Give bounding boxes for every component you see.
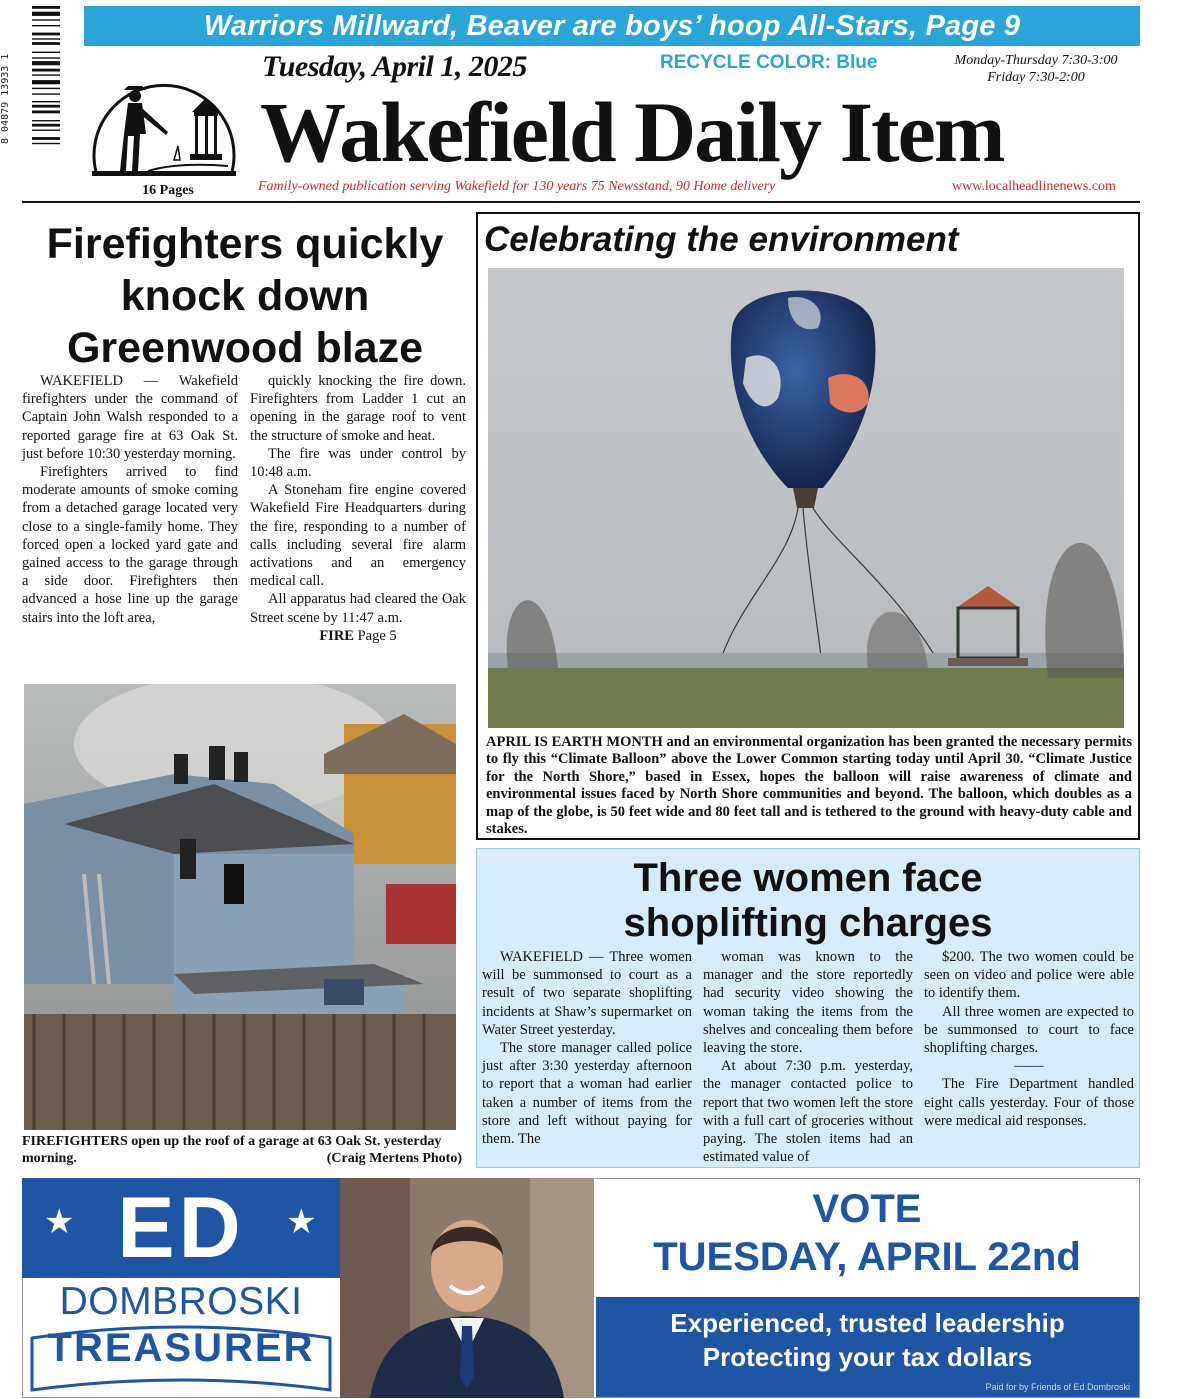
tagline: Family-owned publication serving Wakefield for 130 years 75 Newsstand, 90 Home delivery	[258, 179, 776, 194]
ad-slogan	[596, 1306, 1139, 1374]
fire-paragraph: Firefighters arrived to find moderate amounts of smoke coming from a detached garage located very close to a single-family home. They forced open a locked yard gate and gained access to the garage through a side door. Firefighters then advanced a hose line up the garage stairs into the loft area,	[22, 464, 238, 626]
ad-office: TREASURER	[47, 1326, 315, 1370]
masthead-rule	[22, 201, 1140, 203]
ad-slogan-line1: Experienced, trusted leadership	[670, 1308, 1065, 1338]
fire-paragraph: The fire was under control by 10:48 a.m.	[250, 445, 466, 481]
story-divider: ——	[1014, 1058, 1044, 1075]
shop-paragraph: $200. The two women could be seen on video and police were able to identify them.	[924, 949, 1134, 1002]
fire-paragraph: A Stoneham fire engine covered Wakefield Fire Headquarters during the fire, responding to a number of calls including several fire alarm activations and an emergency medical call.	[250, 482, 466, 590]
minuteman-logo	[88, 54, 240, 184]
website-link[interactable]: www.localheadlinenews.com	[952, 179, 1116, 194]
fire-story-col1	[22, 372, 238, 627]
ad-slogan-line2: Protecting your tax dollars	[702, 1342, 1033, 1372]
star-icon: ★	[44, 1204, 75, 1241]
barcode	[22, 6, 62, 191]
shop-headline[interactable]	[476, 856, 1140, 946]
shop-headline-line2: shoplifting charges	[623, 901, 993, 945]
fire-paragraph: All apparatus had cleared the Oak Street scene by 11:47 a.m.	[250, 591, 466, 626]
jump-page: Page 5	[353, 627, 397, 644]
shop-headline-line1: Three women face	[633, 856, 983, 900]
shop-paragraph: WAKEFIELD — Three women will be summonsed to court as a result of two separate shoplifting incidents at Shaw’s supermarket on Water Street yesterday.	[482, 949, 692, 1038]
shop-paragraph: woman was known to the manager and the store reportedly had security video showing the woman taking the items from the shelves and concealing them before leaving the store.	[703, 949, 913, 1057]
shop-story-col3	[924, 948, 1134, 1130]
fire-photo	[24, 684, 456, 1130]
teaser-banner[interactable]: Warriors Millward, Beaver are boys’ hoop All-Stars, Page 9	[84, 6, 1140, 46]
fire-headline[interactable]: Firefighters quickly knock down Greenwood blaze	[46, 220, 444, 372]
ad-vote: VOTE	[812, 1187, 922, 1231]
env-headline[interactable]: Celebrating the environment	[484, 220, 959, 259]
shop-paragraph: All three women are expected to be summonsed to court to face shoplifting charges.	[924, 1003, 1134, 1057]
ad-paid-for: Paid for by Friends of Ed Dombroski	[985, 1382, 1130, 1392]
office-hours	[946, 52, 1126, 86]
fire-paragraph: quickly knocking the fire down. Firefighters from Ladder 1 cut an opening in the garage roof to vent the structure of smoke and heat.	[250, 373, 466, 444]
barcode-number: 8 04879 13933 1	[0, 53, 11, 144]
fire-paragraph: WAKEFIELD — Wakefield firefighters under the command of Captain John Walsh responded to a reported garage fire at 63 Oak St. just before 10:30 yesterday morning.	[22, 373, 238, 462]
photo-credit: (Craig Mertens Photo)	[326, 1151, 462, 1166]
ad-first-name: ED	[117, 1180, 245, 1276]
shop-paragraph: At about 7:30 p.m. yesterday, the manager contacted police to report that two women left the store with a full cart of groceries without paying. The stolen items had an estimated value of	[703, 1058, 913, 1166]
env-photo-caption: APRIL IS EARTH MONTH and an environmental organization has been granted the necessary permits to fly this “Climate Balloon” above the Lower Common starting today until April 30. “Climate Justice for the North Shore,” based in Essex, hopes the balloon will raise awareness of climate and environmental issues faced by North Shore communities and beyond. The balloon, which doubles as a map of the globe, is 50 feet wide and 80 feet tall and is tethered to the ground with heavy-duty cable and stakes.	[486, 734, 1132, 838]
fire-dept-brief: The Fire Department handled eight calls yesterday. Four of those were medical aid responses.	[924, 1076, 1134, 1129]
ad-last-name: DOMBROSKI	[59, 1280, 303, 1323]
star-icon: ★	[286, 1204, 317, 1241]
ad-election-date: TUESDAY, APRIL 22nd	[653, 1235, 1081, 1279]
issue-date: Tuesday, April 1, 2025	[262, 50, 527, 83]
candidate-photo	[340, 1178, 594, 1398]
caption-text: FIREFIGHTERS open up the roof of a garage at 63 Oak St. yesterday morning.	[22, 1134, 442, 1166]
shop-story-col2	[703, 948, 913, 1166]
page-count: 16 Pages	[142, 183, 194, 198]
newspaper-title: Wakefield Daily Item	[260, 84, 1004, 180]
recycle-color: RECYCLE COLOR: Blue	[660, 52, 878, 73]
jump-word: FIRE	[319, 627, 354, 644]
fire-story-col2	[250, 372, 466, 645]
shop-paragraph: The store manager called police just after 3:30 yesterday afternoon to report that a woman had earlier taken a number of items from the store and left without paying for them. The	[482, 1040, 692, 1148]
fire-jump-link[interactable]	[250, 627, 466, 645]
climate-balloon-photo	[488, 268, 1124, 728]
hours-weekday: Monday-Thursday 7:30-3:00	[954, 53, 1118, 68]
fire-photo-caption	[22, 1133, 462, 1167]
shop-story-col1	[482, 948, 692, 1148]
hours-friday: Friday 7:30-2:00	[987, 70, 1085, 85]
